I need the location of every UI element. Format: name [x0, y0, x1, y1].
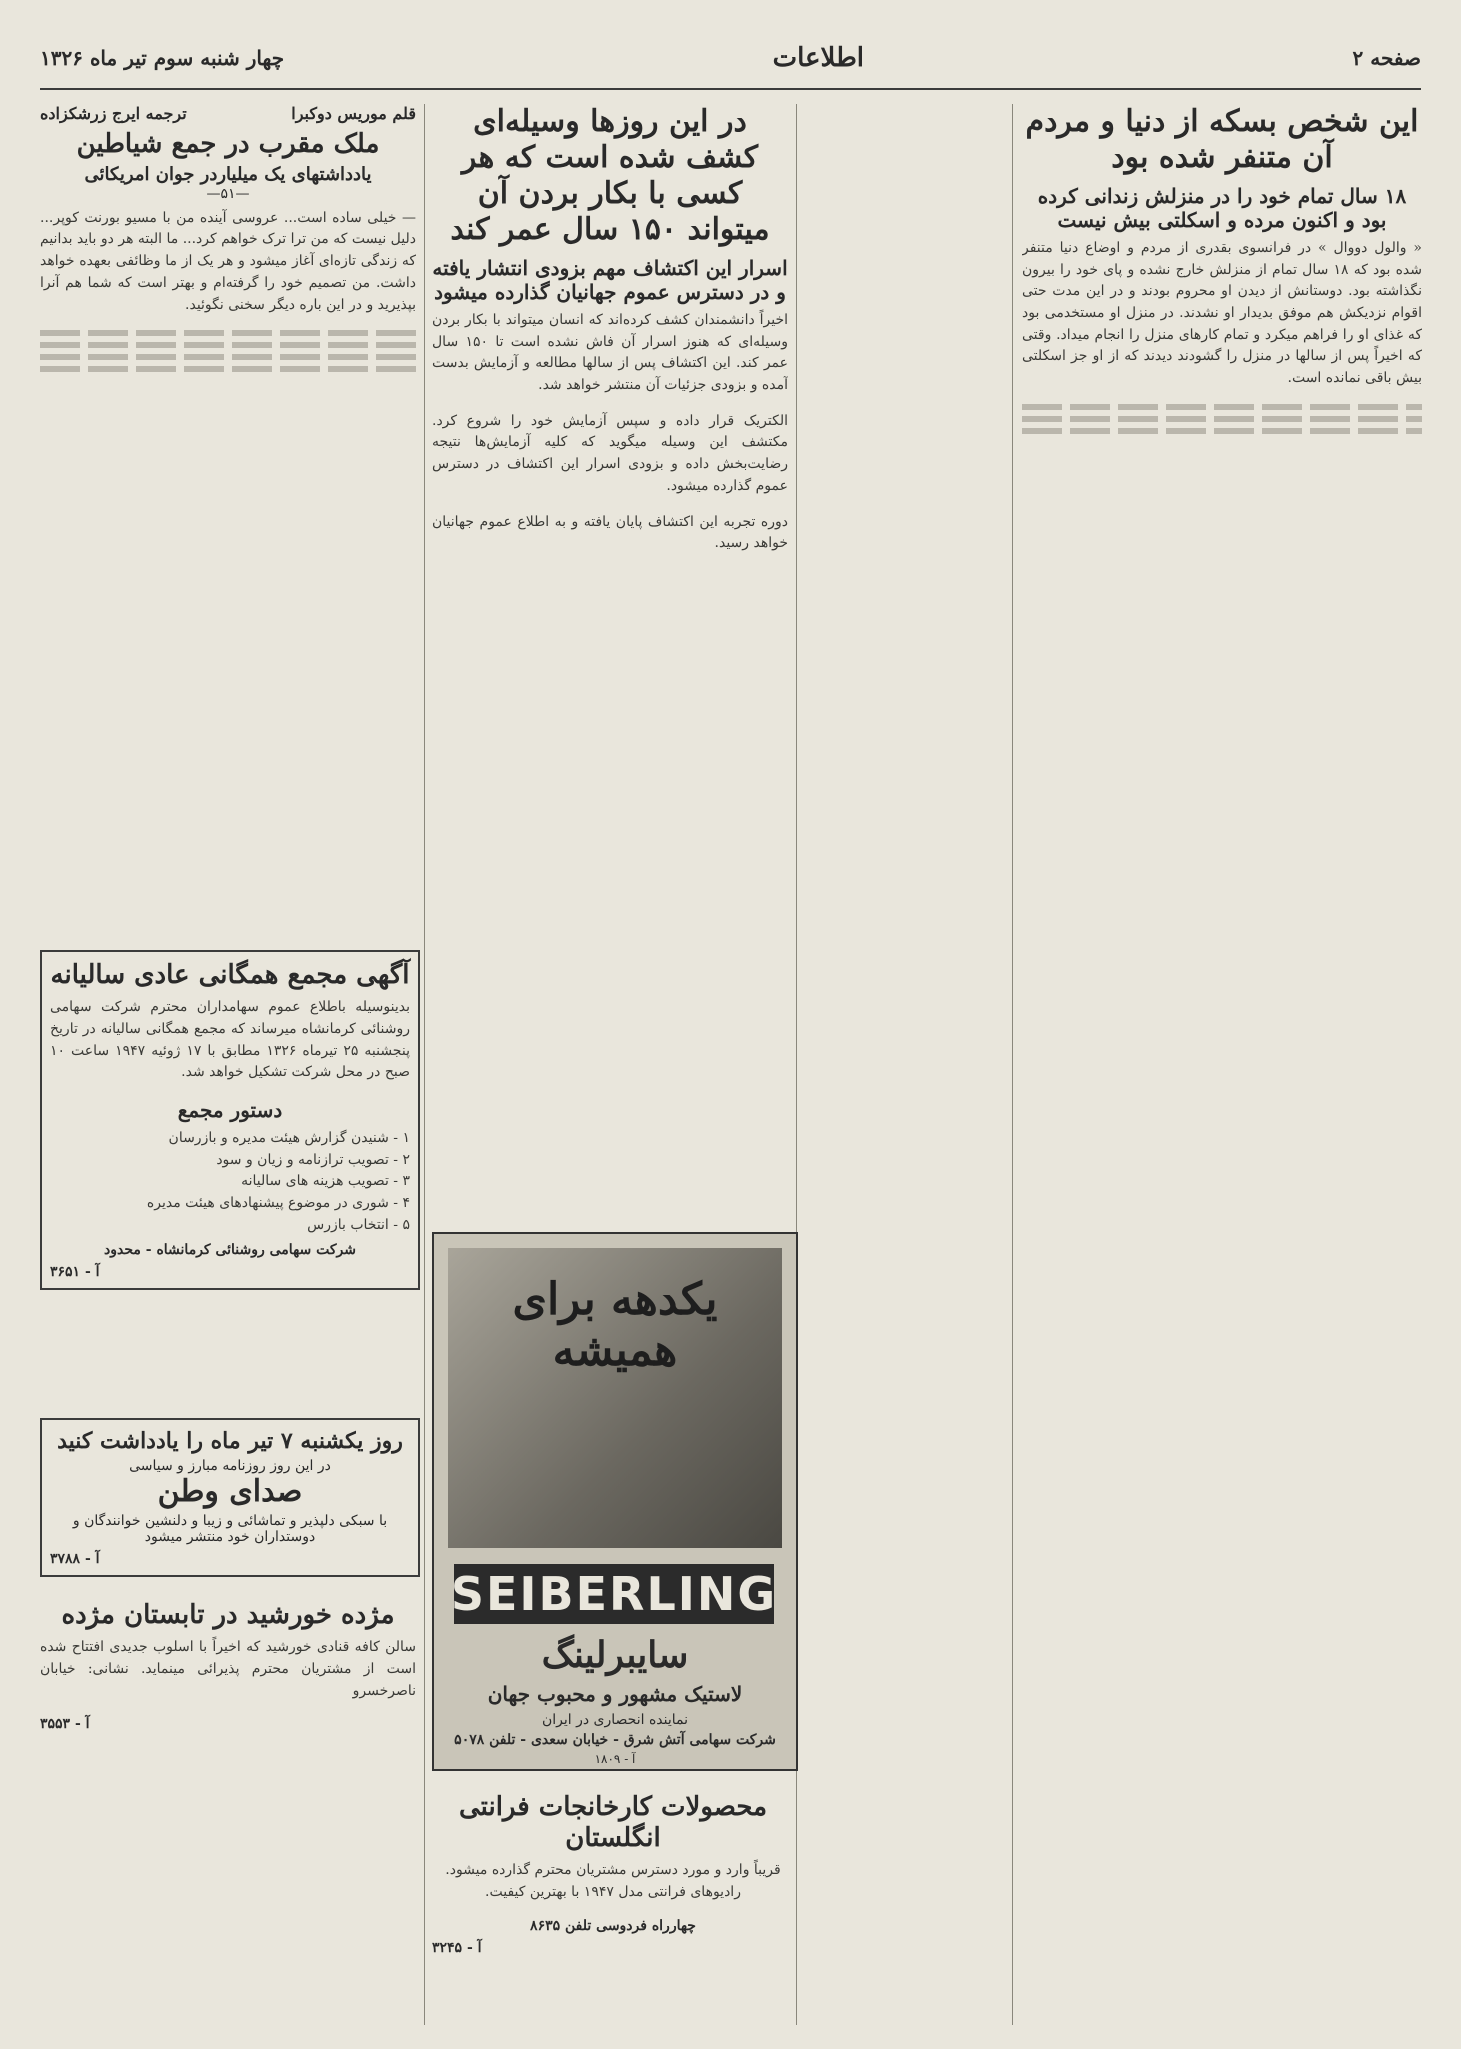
ad-brand-fa: سایبرلینگ [541, 1634, 689, 1676]
ad-code: آ - ۳۶۵۱ [50, 1264, 100, 1281]
article-title: این شخص بسکه از دنیا و مردم آن متنفر شده بود [1025, 104, 1419, 175]
agenda-item: ۳ - تصویب هزینه های سالیانه [241, 1173, 410, 1190]
article-body: اخیراً دانشمندان کشف کرده‌اند که انسان میتواند با بکار بردن وسیله‌ای که هنوز اسرار آن فاش نشده است تا ۱۵۰ سال عمر کند. این اکتشاف پس از سالها مطالعه و آزمایش بدست آمده و بزودی جزئیات آن منتشر خواهد شد. [432, 312, 788, 394]
article-subtitle: ۱۸ سال تمام خود را در منزلش زندانی کرده بود و اکنون مرده و اسکلتی بیش نیست [1037, 184, 1407, 232]
ad-brand-en: SEIBERLING [454, 1564, 774, 1624]
seiberling-ad [432, 1232, 798, 1771]
ad-title: آگهی مجمع همگانی عادی سالیانه [50, 960, 410, 990]
agenda-item: ۵ - انتخاب بازرس [307, 1216, 410, 1233]
article-longevity [432, 104, 788, 1249]
ad-code: آ - ۳۵۵۳ [40, 1716, 90, 1733]
agenda-item: ۲ - تصویب ترازنامه و زیان و سود [216, 1151, 410, 1168]
story-subtitle: یادداشتهای یک میلیاردر جوان امریکائی [84, 164, 372, 186]
ad-code: آ - ۳۷۸۸ [50, 1551, 100, 1568]
story-translator: ترجمه ایرج زرشکزاده [40, 104, 187, 123]
story-author: قلم موریس دوکبرا [291, 104, 416, 123]
page-header [40, 28, 1421, 90]
ad-code: آ - ۱۸۰۹ [594, 1752, 636, 1766]
ad-line: با سبکی دلپذیر و تماشائی و زیبا و دلنشین خوانندگان و دوستداران خود منتشر میشود [72, 1513, 388, 1546]
meeting-ad [40, 950, 420, 1290]
ad-code: آ - ۳۲۴۵ [432, 1939, 482, 1956]
ad-body: بدینوسیله باطلاع عموم سهامداران محترم شرکت سهامی روشنائی کرمانشاه میرساند که مجمع همگانی سالیانه در تاریخ پنجشنبه ۲۵ تیرماه ۱۳۲۶ مطابق با ۱۷ ژوئیه ۱۹۴۷ ساعت ۱۰ صبح در محل شرکت تشکیل خواهد شد. [50, 999, 410, 1081]
article-body: « والول دووال » در فرانسوی بقدری از مردم و اوضاع دنیا متنفر شده بود که ۱۸ سال تمام از منزلش خارج نشده و پای خود را بیرون نگذاشته بود. دوستانش از دیدن او محروم بودند و در این مدت حتی اقوام نزدیکش هم موفق بدیدار او نشدند. در منزل او مستخدمی بود که غذای او را فراهم میکرد و تمام کارهای منزل را انجام میداد. وقتی که اخیراً پس از سالها در منزل را گشودند دیدند که از او جز اسکلتی بیش باقی نمانده است. [1022, 240, 1422, 387]
ad-line: در این روز روزنامه مبارز و سیاسی [129, 1458, 331, 1475]
article-body: دوره تجربه این اکتشاف پایان یافته و به اطلاع عموم جهانیان خواهد رسید. [432, 513, 788, 552]
issue-date: چهار شنبه سوم تیر ماه ۱۳۲۶ [40, 46, 285, 70]
column-rule [424, 104, 425, 2025]
ad-tagline: لاستیک مشهور و محبوب جهان [487, 1682, 743, 1706]
ad-footer: چهارراه فردوسی تلفن ۸۶۳۵ [530, 1917, 696, 1934]
ad-line: روز یکشنبه ۷ تیر ماه را یادداشت کنید [57, 1428, 403, 1454]
story-body: — خیلی ساده است... عروسی آینده من با مسیو بورنت کوپر... دلیل نیست که من ترا ترک خواهم کرد... ما البته هر دو باید بدانیم که زندگی تازه‌ای آغاز میشود و هر یک از ما وظائفی بعهده خواهد داشت. من تصمیم خود را گرفته‌ام و بهتر است که شما هم آنرا بپذیرید و در این باره دیگر سخنی نگوئید. [40, 209, 416, 313]
ad-slogan: یکدهه برای همیشه [512, 1274, 718, 1376]
ad-agent: نماینده انحصاری در ایران [541, 1712, 689, 1728]
story-episode: —۵۱— [206, 185, 250, 202]
page-number: صفحه ۲ [1352, 46, 1421, 70]
factory-ad [432, 1772, 794, 2022]
agenda-item: ۴ - شوری در موضوع پیشنهادهای هیئت مدیره [146, 1195, 410, 1211]
serial-story [40, 104, 416, 929]
ad-title: صدای وطن [157, 1474, 303, 1510]
ad-company: شرکت سهامی آتش شرق - خیابان سعدی - تلفن ۵۰۷۸ [454, 1732, 776, 1748]
agenda-title: دستور مجمع [177, 1097, 283, 1122]
khorshid-ad [40, 1600, 416, 1732]
ad-body: قریباً وارد و مورد دسترس مشتریان محترم گذارده میشود. رادیوهای فرانتی مدل ۱۹۴۷ با بهترین کیفیت. [445, 1862, 781, 1901]
agenda-item: ۱ - شنیدن گزارش هیئت مدیره و بازرسان [168, 1129, 410, 1146]
ad-signature: شرکت سهامی روشنائی کرمانشاه - محدود [104, 1242, 356, 1259]
story-title: ملک مقرب در جمع شیاطین [76, 129, 380, 159]
article-recluse [1022, 104, 1422, 2025]
ad-title: مژده خورشید در تابستان مژده [61, 1600, 395, 1630]
sedaye-vatan-ad [40, 1418, 420, 1577]
ad-body: سالن کافه قنادی خورشید که اخیراً با اسلوب جدیدی افتتاح شده است از مشتریان محترم پذیرائی مینماید. نشانی: خیابان ناصرخسرو [40, 1639, 416, 1699]
paper-name: اطلاعات [772, 43, 864, 73]
ad-title: محصولات کارخانجات فرانتی انگلستان [458, 1792, 768, 1854]
article-body: الکتریک قرار داده و سپس آزمایش خود را شروع کرد. مکتشف این وسیله میگوید که کلیه آزمایش‌ها نتیجه رضایت‌بخش داده و بزودی اسرار این اکتشاف در دسترس عموم گذارده میشود. [432, 412, 788, 494]
column-rule [1012, 104, 1013, 2025]
article-subtitle: اسرار این اکتشاف مهم بزودی انتشار یافته و در دسترس عموم جهانیان گذارده میشود [432, 256, 788, 304]
article-title: در این روزها وسیله‌ای کشف شده است که هر کسی با بکار بردن آن میتواند ۱۵۰ سال عمر کند [450, 104, 770, 247]
